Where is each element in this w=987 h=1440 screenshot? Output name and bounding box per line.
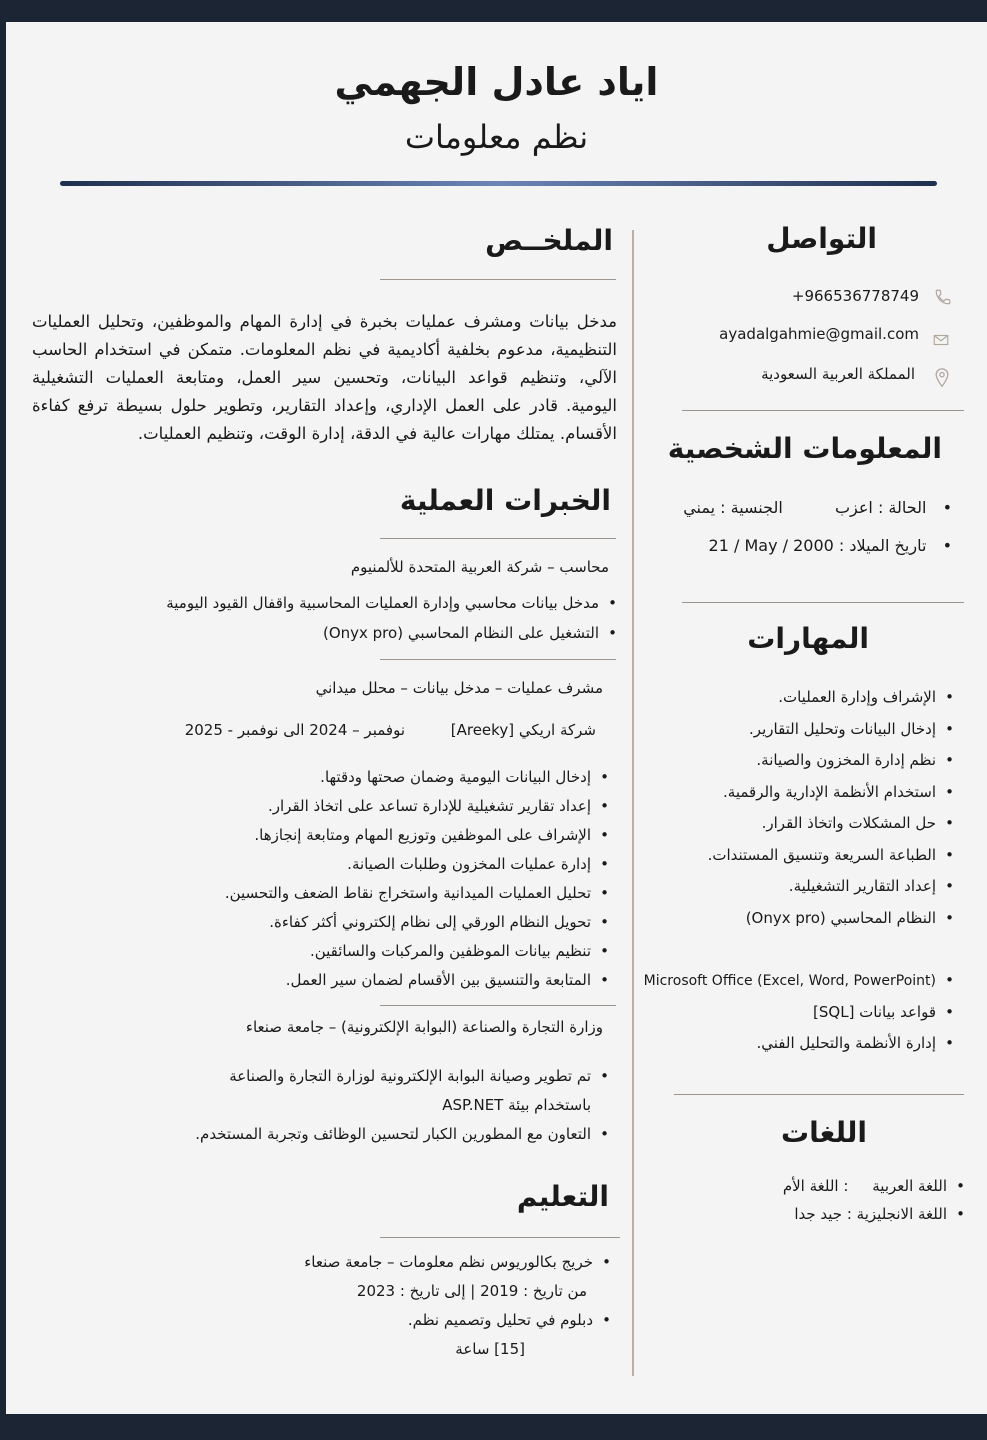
job2-company: شركة اريكي [Areeky] [450,721,596,739]
full-name: اياد عادل الجهمي [334,60,659,104]
skill-item: • إعداد التقارير التشغيلية. [708,871,954,903]
languages-list [783,1172,965,1228]
job2-bullet: • تنظيم بيانات الموظفين والمركبات والسائقين. [225,937,609,966]
skills-heading: المهارات [747,622,869,655]
phone-number[interactable]: +966536778749 [791,287,919,305]
summary-line: الآلي، وتنظيم قواعد البيانات، وتحسين سير العمل، ومتابعة العمليات التشغيلية [32,368,617,387]
resume-page [6,22,987,1414]
experience-rule [380,538,616,539]
job3-bullets [195,1062,609,1149]
job3-title: وزارة التجارة والصناعة (البوابة الإلكترونية) – جامعة صنعاء [245,1018,603,1036]
job2-bullet: • إدخال البيانات اليومية وضمان صحتها ودقتها. [225,763,609,792]
job-title: نظم معلومات [404,118,589,156]
skill-item: • إدخال البيانات وتحليل التقارير. [708,714,954,746]
job2-rule [380,1005,616,1006]
marital-status: الحالة : اعزب [834,498,927,517]
job3-bullet: • تم تطوير وصيانة البوابة الإلكترونية لوزارة التجارة والصناعة باستخدام بيئة ASP.NET [195,1062,609,1120]
summary-line: اليومية. قادر على العمل الإداري، وإعداد التقارير، وتطوير حلول بسيطة ترفع كفاءة [32,396,617,415]
skill-item: • استخدام الأنظمة الإدارية والرقمية. [708,777,954,809]
personal-status-row: • الحالة : اعزب الجنسية : يمني [683,498,952,517]
location-pin-icon [932,367,952,389]
birth-label: تاريخ الميلاد : [838,536,927,555]
job2-title: مشرف عمليات – مدخل بيانات – محلل ميداني [315,679,603,697]
job3-bullet: • التعاون مع المطورين الكبار لتحسين الوظائف وتجربة المستخدم. [195,1120,609,1149]
summary-line: مدخل بيانات ومشرف عمليات بخبرة في إدارة المهام والموظفين، وتحليل العمليات [32,312,617,331]
job2-bullet: • تحليل العمليات الميدانية واستخراج نقاط الضعف والتحسين. [225,879,609,908]
education-degree: • خريج بكالوريوس نظم معلومات – جامعة صنعاء من تاريخ : 2019 | إلى تاريخ : 2023 [304,1248,611,1306]
email-address[interactable]: ayadalgahmie@gmail.com [719,325,919,343]
personal-info-heading: المعلومات الشخصية [667,432,942,465]
phone-icon [934,288,952,306]
skills-list-1 [708,682,954,934]
experience-heading: الخبرات العملية [399,484,611,517]
education-list [304,1248,611,1364]
summary-line: التنظيمية، مدعوم بخلفية أكاديمية في نظم المعلومات. متمكن في استخدام الحاسب [32,340,617,359]
header-divider [60,181,937,186]
skills-list-2 [644,965,954,1059]
skills-rule [674,1094,964,1095]
location-text: المملكة العربية السعودية [761,365,915,383]
languages-heading: اللغات [781,1116,867,1149]
education-diploma: • دبلوم في تحليل وتصميم نظم. [15] ساعة [304,1306,611,1364]
summary-rule [380,279,616,280]
education-heading: التعليم [516,1180,609,1213]
summary-paragraph [32,308,617,448]
summary-heading: الملخــص [485,224,613,257]
job2-bullet: • إدارة عمليات المخزون وطلبات الصيانة. [225,850,609,879]
skill-item: • حل المشكلات واتخاذ القرار. [708,808,954,840]
birth-row: • تاريخ الميلاد : 21 / May / 2000 [708,536,952,555]
job2-bullet: • الإشراف على الموظفين وتوزيع المهام ومتابعة إنجازها. [225,821,609,850]
job2-bullet: • المتابعة والتنسيق بين الأقسام لضمان سير العمل. [225,966,609,995]
skill-item: • Microsoft Office (Excel, Word, PowerPoint) [644,965,954,997]
language-item: • اللغة العربية : اللغة الأم [783,1172,965,1200]
education-rule [380,1237,620,1238]
column-divider [632,230,634,1376]
job1-bullet: • مدخل بيانات محاسبي وإدارة العمليات المحاسبية واقفال القيود اليومية [166,588,617,618]
summary-line: الأقسام. يمتلك مهارات عالية في الدقة، إدارة الوقت، وتنظيم العمليات. [137,424,617,443]
skill-item: • قواعد بيانات [SQL] [644,997,954,1028]
personal-rule [682,602,964,603]
mail-icon [932,331,950,349]
birth-date: 21 / May / 2000 [708,536,834,555]
contact-heading: التواصل [766,222,877,255]
job2-period: نوفمبر – 2024 الى نوفمبر - 2025 [184,721,405,739]
skill-item: • النظام المحاسبي (Onyx pro) [708,903,954,935]
job1-title: محاسب – شركة العربية المتحدة للألمنيوم [350,558,609,576]
job2-bullets [225,763,609,995]
job1-bullets [166,588,617,648]
skill-item: • نظم إدارة المخزون والصيانة. [708,745,954,777]
skill-item: • الطباعة السريعة وتنسيق المستندات. [708,840,954,872]
contact-rule [682,410,964,411]
skill-item: • الإشراف وإدارة العمليات. [708,682,954,714]
nationality: الجنسية : يمني [683,498,783,517]
skill-item: • إدارة الأنظمة والتحليل الفني. [644,1028,954,1059]
job2-bullet: • تحويل النظام الورقي إلى نظام إلكتروني أكثر كفاءة. [225,908,609,937]
job2-bullet: • إعداد تقارير تشغيلية للإدارة تساعد على اتخاذ القرار. [225,792,609,821]
language-item: • اللغة الانجليزية : جيد جدا [783,1200,965,1228]
job1-bullet: • التشغيل على النظام المحاسبي (Onyx pro) [166,618,617,648]
job1-rule [380,659,616,660]
